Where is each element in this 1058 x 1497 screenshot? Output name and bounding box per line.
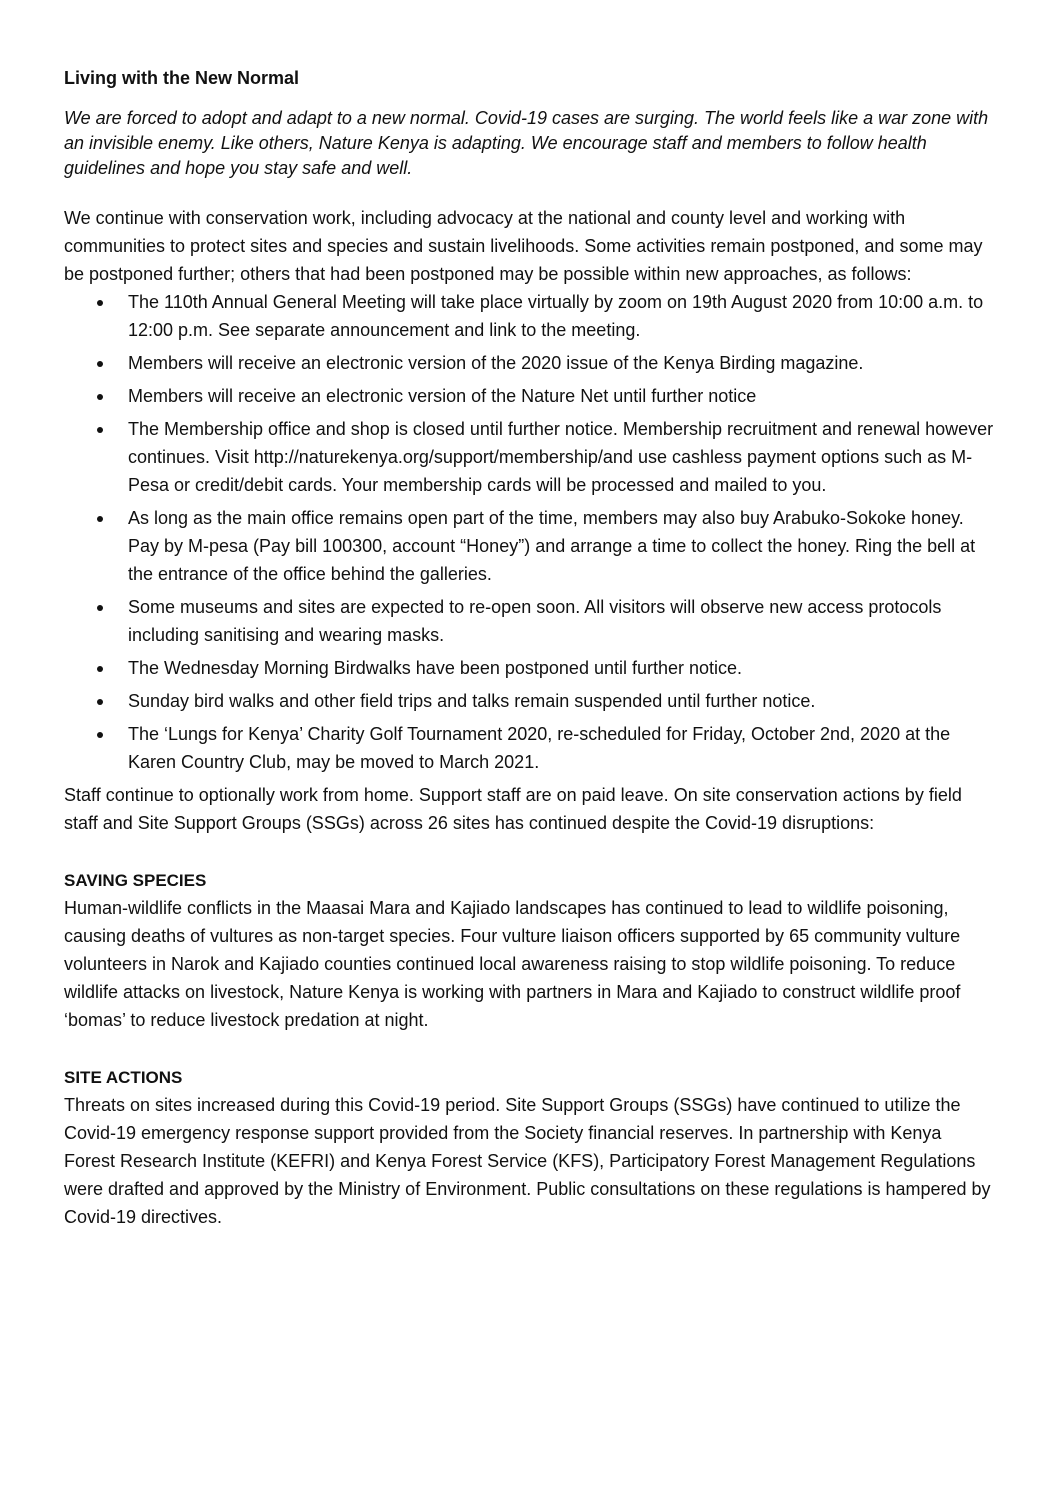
bullet-icon — [97, 516, 103, 522]
activity-list — [64, 288, 994, 776]
list-item — [64, 654, 994, 682]
list-item-text: Members will receive an electronic version of the Nature Net until further notice — [128, 386, 757, 406]
list-item — [64, 720, 994, 776]
list-item-text: As long as the main office remains open part of the time, members may also buy Arabuko-Sokoke honey. Pay by M-pesa (Pay bill 100300, account “Honey”) and arrange a time to collect the honey. Ring the bell at the entrance of the office behind the galleries. — [128, 508, 976, 584]
list-item-text: The 110th Annual General Meeting will take place virtually by zoom on 19th August 2020 from 10:00 a.m. to 12:00 p.m. See separate announcement and link to the meeting. — [128, 292, 984, 340]
bullet-icon — [97, 427, 103, 433]
intro-paragraph: We are forced to adopt and adapt to a new normal. Covid-19 cases are surging. The world feels like a war zone with an invisible enemy. Like others, Nature Kenya is adapting. We encourage staff and members to follow health guidelines and hope you stay safe and well. — [64, 108, 989, 178]
section-heading-site-actions: SITE ACTIONS — [64, 1068, 183, 1087]
list-item-text: Members will receive an electronic version of the 2020 issue of the Kenya Birding magazine. — [128, 353, 864, 373]
document-page — [64, 64, 994, 1231]
list-item-text: Some museums and sites are expected to re-open soon. All visitors will observe new access protocols including sanitising and wearing masks. — [128, 597, 942, 645]
list-item — [64, 382, 994, 410]
bullet-icon — [97, 699, 103, 705]
section-heading-saving-species: SAVING SPECIES — [64, 871, 207, 890]
list-item-text: The Membership office and shop is closed until further notice. Membership recruitment and renewal however continues. Visit http://naturekenya.org/support/membership/and use cashless payment options such as M-Pesa or credit/debit cards. Your membership cards will be processed and mailed to you. — [128, 419, 994, 495]
bullet-icon — [97, 666, 103, 672]
list-item — [64, 687, 994, 715]
bullet-icon — [97, 361, 103, 367]
bullet-icon — [97, 394, 103, 400]
section-body-site-actions: Threats on sites increased during this Covid-19 period. Site Support Groups (SSGs) have continued to utilize the Covid-19 emergency response support provided from the Society financial reserves. In partnership with Kenya Forest Research Institute (KEFRI) and Kenya Forest Service (KFS), Participatory Forest Management Regulations were drafted and approved by the Ministry of Environment. Public consultations on these regulations is hampered by Covid-19 directives. — [64, 1095, 991, 1227]
list-item — [64, 415, 994, 499]
list-item-text: The Wednesday Morning Birdwalks have been postponed until further notice. — [128, 658, 743, 678]
body-paragraph-2: Staff continue to optionally work from home. Support staff are on paid leave. On site conservation actions by field staff and Site Support Groups (SSGs) across 26 sites has continued despite the Covid-19 disruptions: — [64, 785, 962, 833]
list-item — [64, 288, 994, 344]
page-title: Living with the New Normal — [64, 68, 300, 88]
list-item — [64, 593, 994, 649]
list-item — [64, 504, 994, 588]
body-paragraph-1: We continue with conservation work, including advocacy at the national and county level and working with communities to protect sites and species and sustain livelihoods. Some activities remain postponed, and some may be postponed further; others that had been postponed may be possible within new approaches, as follows: — [64, 208, 983, 284]
bullet-icon — [97, 300, 103, 306]
bullet-icon — [97, 605, 103, 611]
list-item-text: Sunday bird walks and other field trips and talks remain suspended until further notice. — [128, 691, 816, 711]
list-item — [64, 349, 994, 377]
list-item-text: The ‘Lungs for Kenya’ Charity Golf Tournament 2020, re-scheduled for Friday, October 2nd, 2020 at the Karen Country Club, may be moved to March 2021. — [128, 724, 951, 772]
section-body-saving-species: Human-wildlife conflicts in the Maasai Mara and Kajiado landscapes has continued to lead to wildlife poisoning, causing deaths of vultures as non-target species. Four vulture liaison officers supported by 65 community vulture volunteers in Narok and Kajiado counties continued local awareness raising to stop wildlife poisoning. To reduce wildlife attacks on livestock, Nature Kenya is working with partners in Mara and Kajiado to construct wildlife proof ‘bomas’ to reduce livestock predation at night. — [64, 898, 961, 1030]
bullet-icon — [97, 732, 103, 738]
